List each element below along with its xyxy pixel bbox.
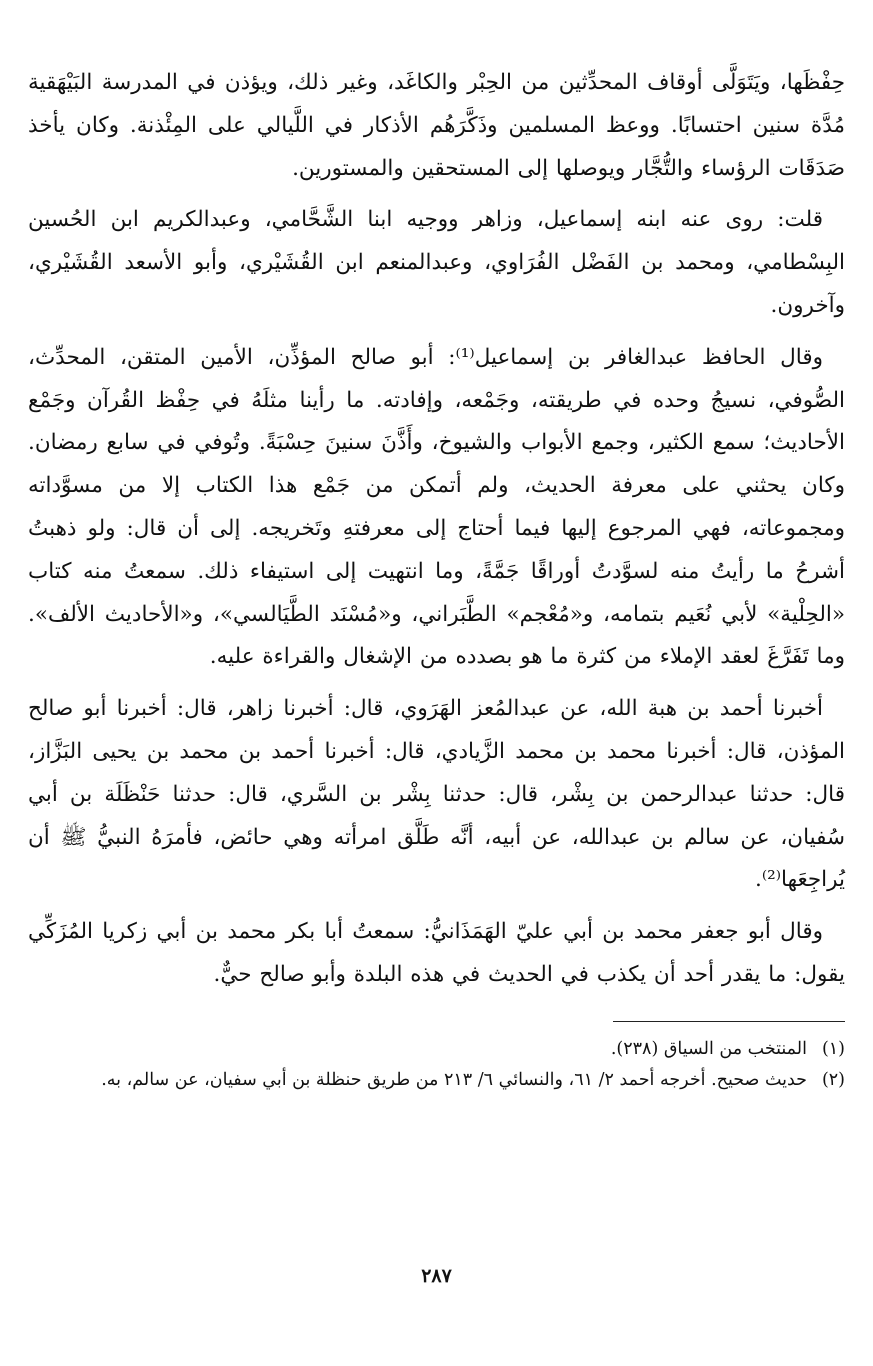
- page-number: ٢٨٧: [421, 1265, 452, 1287]
- footnote-number: (١): [821, 1038, 845, 1059]
- footnote-text: المنتخب من السياق (٢٣٨).: [610, 1038, 807, 1059]
- paragraph-3: وقال الحافظ عبدالغافر بن إسماعيل⁽¹⁾: أبو صالح المؤذِّن، الأمين المتقن، المحدِّث، الصُّوفي، نسيجُ وحده في طريقته، وجَمْعه، وإفادته. ما رأينا مثلَهُ في حِفْظ القُرآن وجَمْع الأحاديث؛ سمع الكثير، وجمع الأبواب والشيوخ، وأَذَّنَ سنينَ حِسْبَةً. وتُوفي في سابع رمضان. وكان يحثني على معرفة الحديث، ولم أتمكن من جَمْع هذا الكتاب إلا من مسوَّداته ومجموعاته، فهي المرجوع إليها فيما أحتاج إلى معرفتهِ وتَخريجه. إلى أن قال: ولو ذهبتُ أشرحُ ما رأيتُ منه لسوَّدتُ أوراقًا جَمَّةً، وما انتهيت إلى استيفاء ذلك. سمعتُ منه كتاب «الحِلْية» لأبي نُعَيم بتمامه، و«مُعْجم» الطَّبَراني، و«مُسْنَد الطَّيَالسي»، و«الأحاديث الألف». وما تَفَرَّغَ لعقد الإملاء من كثرة ما هو بصدده من الإشغال والقراءة عليه.: [28, 344, 845, 670]
- footnote-2: [28, 1065, 845, 1096]
- footnote-text: حديث صحيح. أخرجه أحمد ٢/ ٦١، والنسائي ٦/ ٢١٣ من طريق حنظلة بن أبي سفيان، عن سالم، به.: [101, 1069, 807, 1090]
- paragraph-4: أخبرنا أحمد بن هبة الله، عن عبدالمُعز الهَرَوي، قال: أخبرنا زاهر، قال: أخبرنا أبو صالح المؤذن، قال: أخبرنا محمد بن محمد الزَّيادي، قال: أخبرنا أحمد بن محمد بن يحيى البَزَّاز، قال: حدثنا عبدالرحمن بن بِشْر، قال: حدثنا بِشْر بن السَّري، قال: حدثنا حَنْظَلَة بن أبي سُفيان، عن سالم بن عبدالله، عن أبيه، أنَّه طَلَّق امرأته وهي حائض، فأمرَهُ النبيُّ ﷺ أن يُراجِعَها⁽²⁾.: [28, 696, 845, 893]
- paragraph-2: قلت: روى عنه ابنه إسماعيل، وزاهر ووجيه ابنا الشَّحَّامي، وعبدالكريم ابن الحُسين البِسْطامي، ومحمد بن الفَضْل الفُرَاوي، وعبدالمنعم ابن القُشَيْري، وأبو الأسعد القُشَيْري، وآخرون.: [28, 207, 845, 318]
- footnote-divider: [613, 1021, 845, 1022]
- footnote-1: [28, 1034, 845, 1065]
- paragraph-5: وقال أبو جعفر محمد بن أبي عليّ الهَمَذَانيُّ: سمعتُ أبا بكر محمد بن أبي زكريا المُزَكِّي يقول: ما يقدر أحد أن يكذب في الحديث في هذه البلدة وأبو صالح حيٌّ.: [28, 919, 845, 987]
- footnotes: [28, 1034, 845, 1096]
- paragraph-1: حِفْظَها، ويَتَوَلَّى أوقاف المحدِّثين من الحِبْر والكاغَد، وغير ذلك، ويؤذن في المدرسة البَيْهَقية مُدَّة سنين احتسابًا. ووعظ المسلمين وذَكَّرَهُم الأذكار في اللَّيالي على المِئْذنة. وكان يأخذ صَدَقَات الرؤساء والتُّجَّار ويوصلها إلى المستحقين والمستورين.: [28, 70, 845, 181]
- main-text: [28, 62, 845, 997]
- footnote-number: (٢): [821, 1069, 845, 1090]
